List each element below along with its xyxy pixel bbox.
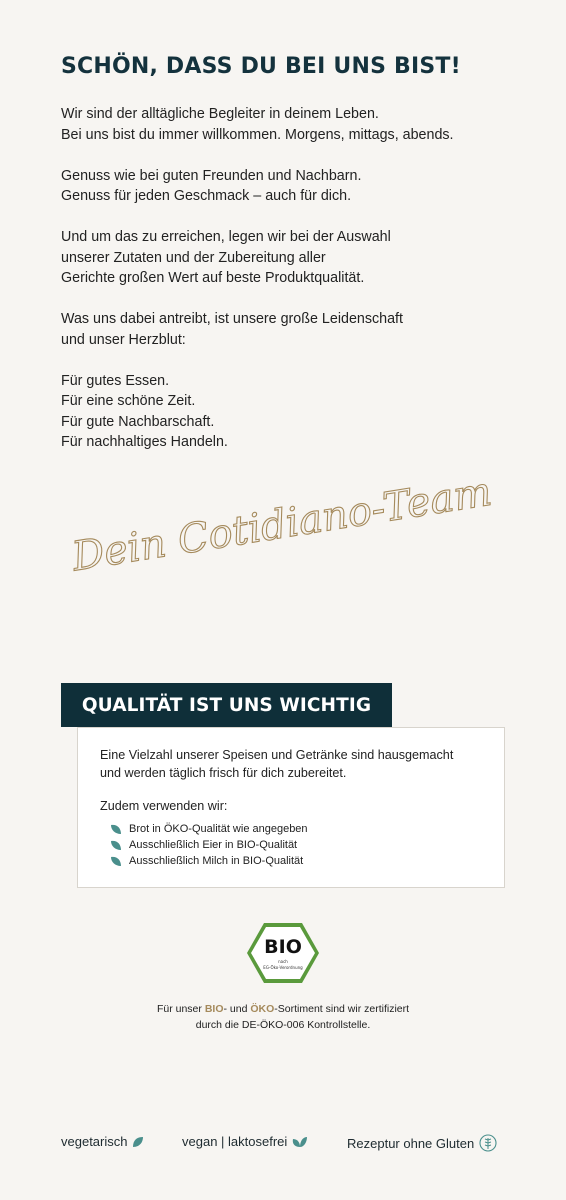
- leaf-icon: [132, 1136, 144, 1148]
- quality-box: [77, 727, 505, 888]
- list-item: [110, 853, 308, 869]
- certification-line-1: [0, 1001, 566, 1017]
- text-line: Für gutes Essen.: [61, 372, 170, 389]
- page-title: SCHÖN, DASS DU BEI UNS BIST!: [61, 54, 461, 79]
- quality-heading: QUALITÄT IST UNS WICHTIG: [61, 683, 392, 727]
- intro-paragraph: [61, 166, 531, 207]
- legend-vegetarian: [61, 1134, 144, 1149]
- text-line: und werden täglich frisch für dich zubereitet.: [100, 766, 347, 780]
- quality-list: [110, 821, 308, 869]
- text-line: Für nachhaltiges Handeln.: [61, 434, 228, 450]
- cert-text: - und: [223, 1003, 251, 1015]
- text-line: Für eine schöne Zeit.: [61, 393, 196, 409]
- intro-paragraph: [61, 104, 531, 145]
- leaf-icon: [110, 824, 122, 835]
- legend-label: vegetarisch: [61, 1134, 128, 1149]
- text-line: Genuss wie bei guten Freunden und Nachbarn.: [61, 167, 362, 184]
- text-line: Gerichte großen Wert auf beste Produktqualität.: [61, 270, 365, 286]
- list-item-label: Ausschließlich Eier in BIO-Qualität: [129, 839, 298, 851]
- legend-vegan: [182, 1134, 308, 1149]
- intro-paragraph: [61, 309, 531, 350]
- text-line: Und um das zu erreichen, legen wir bei der Auswahl: [61, 229, 391, 245]
- cert-text: -Sortiment sind wir zertifiziert: [274, 1003, 410, 1015]
- text-line: unserer Zutaten und der Zubereitung aller: [61, 249, 326, 266]
- leaf-icon: [110, 856, 122, 867]
- list-item: [110, 837, 308, 853]
- quality-intro: Zudem verwenden wir:: [100, 799, 228, 813]
- quality-text: [100, 746, 500, 782]
- bio-logo: [245, 921, 321, 985]
- text-line: Bei uns bist du immer willkommen. Morgens, mittags, abends.: [61, 126, 454, 143]
- text-line: Wir sind der alltägliche Begleiter in deinem Leben.: [61, 106, 379, 122]
- cert-text: Für unser: [156, 1003, 205, 1015]
- list-item-label: Ausschließlich Milch in BIO-Qualität: [129, 855, 304, 867]
- intro-paragraph: [61, 371, 531, 453]
- certification-note: [0, 1001, 566, 1033]
- cert-oeko: ÖKO: [250, 1003, 275, 1015]
- text-line: Für gute Nachbarschaft.: [61, 413, 215, 430]
- bio-logo-sub1: nach: [278, 959, 288, 964]
- signature: [66, 468, 495, 581]
- cert-bio: BIO: [204, 1003, 224, 1015]
- wheat-icon: [479, 1134, 497, 1152]
- bio-logo-sub2: EG-Öko-Verordnung: [263, 965, 303, 970]
- legend-label: Rezeptur ohne Gluten: [347, 1135, 475, 1151]
- text-line: Eine Vielzahl unserer Speisen und Getränke sind hausgemacht: [100, 748, 454, 762]
- double-leaf-icon: [292, 1136, 308, 1148]
- legend-label: vegan | laktosefrei: [182, 1134, 288, 1149]
- signature-text: Dein Cotidiano-Team: [68, 468, 495, 581]
- text-line: Was uns dabei antreibt, ist unsere große Leidenschaft: [61, 311, 403, 327]
- certification-line-2: durch die DE-ÖKO-006 Kontrollstelle.: [195, 1019, 371, 1031]
- bio-logo-label: BIO: [264, 936, 302, 958]
- leaf-icon: [110, 840, 122, 851]
- legend-gluten-free: [347, 1134, 497, 1152]
- intro-paragraph: [61, 227, 531, 289]
- list-item-label: Brot in ÖKO-Qualität wie angegeben: [129, 823, 308, 835]
- intro-text: [61, 104, 531, 473]
- list-item: [110, 821, 308, 837]
- text-line: Genuss für jeden Geschmack – auch für dich.: [61, 188, 352, 204]
- text-line: und unser Herzblut:: [61, 331, 186, 348]
